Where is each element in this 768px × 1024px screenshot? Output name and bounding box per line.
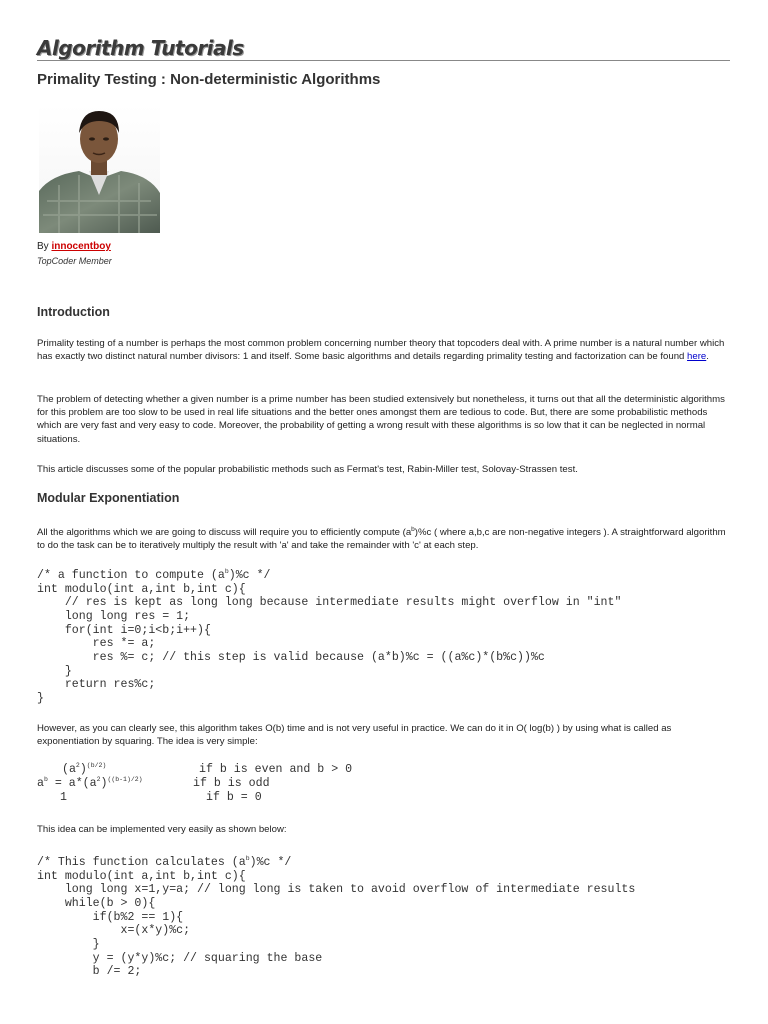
squaring-formula xyxy=(37,762,437,808)
author-link[interactable]: innocentboy xyxy=(51,241,111,252)
code-block-naive xyxy=(37,565,621,706)
byline-label: By xyxy=(37,241,52,252)
modular-paragraph-1 xyxy=(37,523,730,553)
header-divider xyxy=(37,60,730,61)
intro-paragraph-1-end: . xyxy=(706,351,709,363)
code-block-naive-line1-sup: b xyxy=(224,568,229,575)
here-link[interactable]: here xyxy=(687,351,707,363)
author-photo xyxy=(39,105,160,233)
code-block-fast-line1-sup: b xyxy=(245,855,250,862)
code-block-naive-body: int modulo(int a,int b,int c){ // res is kept as long long because intermediate results might overflow in "int" long long res = 1; for(int i=0;i<b;i++){ res *= a; res %= c; // this step is valid because (a*b)%c = ((a%c)*(b%c))%c } return res%c; } xyxy=(37,582,622,706)
section-heading-modular: Modular Exponentiation xyxy=(37,491,180,505)
formula-case3-expr: 1 xyxy=(60,791,67,804)
modular-paragraph-2: However, as you can clearly see, this algorithm takes O(b) time and is not very useful in practice. We can do it in O( log(b) ) by using what is called as exponentiation by squaring. The idea is very simple: xyxy=(37,723,672,748)
code-block-fast xyxy=(37,852,635,979)
code-block-naive-line1-a: /* a function to compute (a xyxy=(37,568,225,582)
author-portrait-image xyxy=(39,105,160,233)
formula-case3-cond: if b = 0 xyxy=(206,791,262,804)
formula-case1-cond: if b is even and b > 0 xyxy=(199,763,353,776)
author-role: TopCoder Member xyxy=(37,256,112,266)
intro-paragraph-1-text: Primality testing of a number is perhaps the most common problem concerning number theory that topcoders deal with. A prime number is a natural number which has exactly two distinct natural number divisors: 1 and itself. Some basic algorithms and details regarding primality testing and factorization can be found xyxy=(37,338,725,363)
page-title: Primality Testing : Non-deterministic Algorithms xyxy=(37,71,381,88)
formula-case1-expr: $(a^2)^{(b/2)}$ xyxy=(62,762,107,776)
byline xyxy=(37,241,111,252)
intro-paragraph-2: The problem of detecting whether a given number is a prime number has been studied extensively but nonetheless, it turns out that all the deterministic algorithms for this problem are too slow to be used in real life situations and the better ones amongst them are tedious to code. But, there are some probabilistic methods which are very fast and very easy to code. Moreover, the probability of getting a wrong result with these algorithms is so low that it can be neglected in normal situations. xyxy=(37,394,725,445)
intro-paragraph-3: This article discusses some of the popular probabilistic methods such as Fermat's test, Rabin-Miller test, Solovay-Strassen test. xyxy=(37,464,578,475)
modular-paragraph-1-b: )%c ( where a,b,c are non-negative integers ). A straightforward algorithm to do the task can be to iteratively multiply the result with 'a' and take the remainder with 'c' at each step. xyxy=(37,527,726,552)
code-block-fast-body: int modulo(int a,int b,int c){ long long x=1,y=a; // long long is taken to avoid overflow of intermediate results while(b > 0){ if(b%2 == 1){ x=(x*y)%c; } y = (y*y)%c; // squaring the base b /= 2; xyxy=(37,869,636,979)
modular-paragraph-1-sup: b xyxy=(411,526,415,533)
modular-paragraph-1-a: All the algorithms which we are going to discuss will require you to efficiently compute (a xyxy=(37,527,412,539)
site-banner: Algorithm Tutorials xyxy=(37,36,244,60)
formula-case2-cond: if b is odd xyxy=(193,777,270,790)
formula-case2-expr: $a^b = a*(a^2)^{((b-1)/2)}$ xyxy=(37,776,143,790)
code-block-fast-line1-a: /* This function calculates (a xyxy=(37,855,246,869)
intro-paragraph-1 xyxy=(37,337,730,363)
code-block-naive-line1-b: )%c */ xyxy=(228,568,271,582)
modular-paragraph-3: This idea can be implemented very easily as shown below: xyxy=(37,824,287,835)
section-heading-introduction: Introduction xyxy=(37,305,110,319)
code-block-fast-line1-b: )%c */ xyxy=(249,855,292,869)
